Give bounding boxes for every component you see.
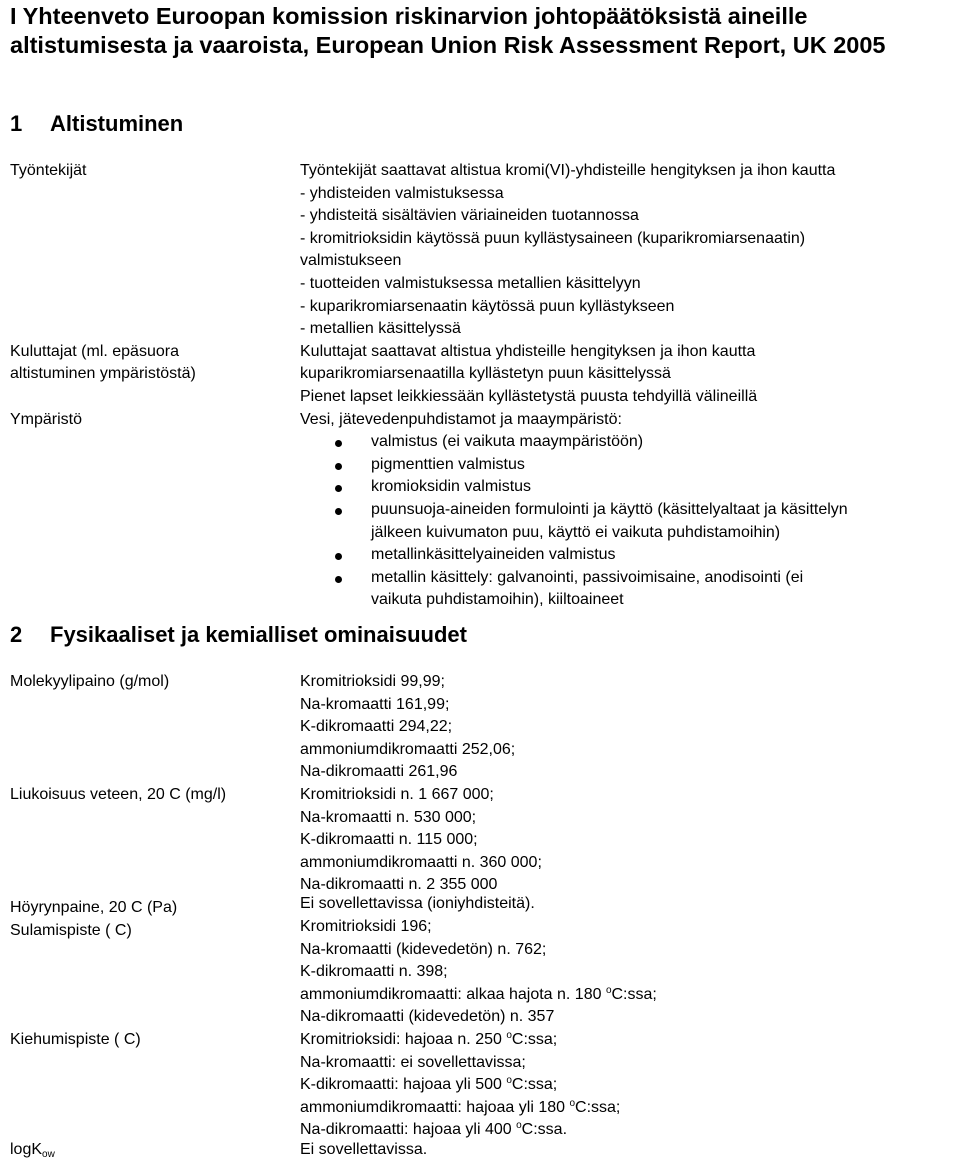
environment-bullet (371, 499, 848, 522)
boiling-value (300, 1029, 557, 1052)
logkow-label (10, 1139, 55, 1162)
degree-sup: o (569, 1097, 576, 1109)
mw-value: Na-dikromaatti 261,96 (300, 763, 458, 781)
section2-number: 2 (10, 622, 23, 647)
consumers-line: Kuluttajat saattavat altistua yhdisteille hengityksen ja ihon kautta (300, 342, 756, 360)
vapour-label: Höyrynpaine, 20 C (Pa) (10, 899, 178, 916)
environment-label: Ympäristö (10, 410, 83, 428)
boiling-text: ammoniumdikromaatti: hajoaa yli 180 (300, 1098, 570, 1116)
boiling-unit: C:ssa; (575, 1098, 621, 1116)
workers-line: valmistukseen (300, 252, 402, 270)
workers-line: - yhdisteitä sisältävien väriaineiden tuotannossa (300, 207, 639, 225)
bullet-text: kromioksidin valmistus (371, 478, 532, 496)
logkow-value: Ei sovellettavissa. (300, 1141, 428, 1158)
boiling-value (300, 1074, 557, 1097)
degree-sup: o (605, 984, 612, 996)
degree-sup: o (506, 1075, 512, 1087)
mw-value: Kromitrioksidi 99,99; (300, 673, 445, 690)
consumers-line: kuparikromiarsenaatilla kyllästetyn puun käsittelyssä (300, 365, 671, 383)
environment-bullet-continuation: jälkeen kuivumaton puu, käyttö ei vaikuta puhdistamoihin) (371, 523, 781, 541)
section1-heading (10, 111, 183, 137)
mw-value: Na-kromaatti 161,99; (300, 695, 450, 713)
boiling-unit: C:ssa; (511, 1031, 558, 1048)
bullet-icon (335, 463, 342, 470)
boiling-text: Kromitrioksidi: hajoaa n. 250 (300, 1031, 507, 1048)
mw-value: K-dikromaatti 294,22; (300, 718, 453, 736)
melting-value: Na-kromaatti (kidevedetön) n. 762; (300, 940, 547, 958)
environment-bullet (371, 567, 803, 590)
boiling-text: K-dikromaatti: hajoaa yli 500 (300, 1076, 507, 1094)
bullet-icon (335, 508, 342, 515)
consumers-label: Kuluttajat (ml. epäsuora (10, 342, 179, 360)
melting-value (300, 984, 657, 1007)
bullet-text: metallinkäsittelyaineiden valmistus (371, 546, 616, 564)
bullet-icon (335, 485, 342, 492)
logkow-text: logK (10, 1141, 43, 1158)
environment-bullet (371, 454, 525, 477)
melting-value: Na-dikromaatti (kidevedetön) n. 357 (300, 1008, 555, 1026)
workers-line: - metallien käsittelyssä (300, 320, 461, 338)
bullet-icon (335, 440, 342, 447)
workers-label: Työntekijät (10, 162, 87, 179)
environment-intro: Vesi, jätevedenpuhdistamot ja maaympäristö: (300, 410, 622, 428)
bullet-icon (335, 576, 342, 583)
section2-heading (10, 622, 467, 648)
melting-text: ammoniumdikromaatti: alkaa hajota n. 180 (300, 985, 606, 1003)
bullet-text: pigmenttien valmistus (371, 455, 525, 473)
solubility-value: Na-dikromaatti n. 2 355 000 (300, 876, 498, 894)
boiling-unit: C:ssa; (511, 1076, 558, 1094)
bullet-text: valmistus (ei vaikuta maaympäristöön) (371, 433, 644, 451)
environment-bullet-continuation: vaikuta puhdistamoihin), kiiltoaineet (371, 591, 624, 609)
solubility-label: Liukoisuus veteen, 20 C (mg/l) (10, 786, 227, 803)
melting-value: Kromitrioksidi 196; (300, 918, 432, 935)
workers-line: Työntekijät saattavat altistua kromi(VI)-yhdisteille hengityksen ja ihon kautta (300, 162, 836, 179)
workers-line: - yhdisteiden valmistuksessa (300, 184, 504, 202)
bullet-text: metallin käsittely: galvanointi, passivoimisaine, anodisointi (ei (371, 568, 804, 586)
melting-value: K-dikromaatti n. 398; (300, 963, 448, 981)
workers-line: - kromitrioksidin käytössä puun kyllästysaineen (kuparikromiarsenaatin) (300, 229, 806, 247)
mw-label: Molekyylipaino (g/mol) (10, 673, 170, 690)
boiling-value (300, 1097, 620, 1120)
boiling-value: Na-kromaatti: ei sovellettavissa; (300, 1053, 526, 1071)
solubility-value: Na-kromaatti n. 530 000; (300, 808, 477, 826)
solubility-value: Kromitrioksidi n. 1 667 000; (300, 786, 494, 803)
consumers-label: altistuminen ympäristöstä) (10, 365, 196, 383)
environment-bullet (371, 431, 643, 454)
degree-sup: o (506, 1030, 512, 1041)
bullet-icon (335, 553, 342, 560)
workers-line: - kuparikromiarsenaatin käytössä puun kyllästykseen (300, 297, 675, 315)
consumers-line: Pienet lapset leikkiessään kyllästetystä puusta tehdyillä välineillä (300, 388, 758, 405)
environment-bullet (371, 544, 616, 567)
vapour-value: Ei sovellettavissa (ioniyhdisteitä). (300, 895, 535, 912)
melting-unit: C:ssa; (611, 985, 657, 1003)
boiling-unit: C:ssa. (521, 1121, 568, 1139)
boiling-text: Na-dikromaatti: hajoaa yli 400 (300, 1121, 517, 1139)
bullet-text: puunsuoja-aineiden formulointi ja käyttö (käsittelyaltaat ja käsittelyn (371, 501, 848, 518)
workers-line: - tuotteiden valmistuksessa metallien käsittelyyn (300, 275, 641, 292)
logkow-sub: ow (42, 1149, 55, 1160)
section1-number: 1 (10, 111, 23, 136)
document-title: I Yhteenveto Euroopan komission riskinarvion johtopäätöksistä aineille altistumisesta ja vaaroista, European Union Risk Assessment Report, UK 2005 (10, 3, 886, 58)
degree-sup: o (516, 1120, 522, 1132)
solubility-value: ammoniumdikromaatti n. 360 000; (300, 853, 542, 871)
environment-bullet (371, 476, 531, 499)
section1-title: Altistuminen (50, 111, 184, 136)
melting-label: Sulamispiste ( C) (10, 921, 132, 939)
mw-value: ammoniumdikromaatti 252,06; (300, 740, 516, 758)
section2-title: Fysikaaliset ja kemialliset ominaisuudet (50, 622, 467, 647)
boiling-label: Kiehumispiste ( C) (10, 1031, 141, 1048)
solubility-value: K-dikromaatti n. 115 000; (300, 831, 478, 849)
